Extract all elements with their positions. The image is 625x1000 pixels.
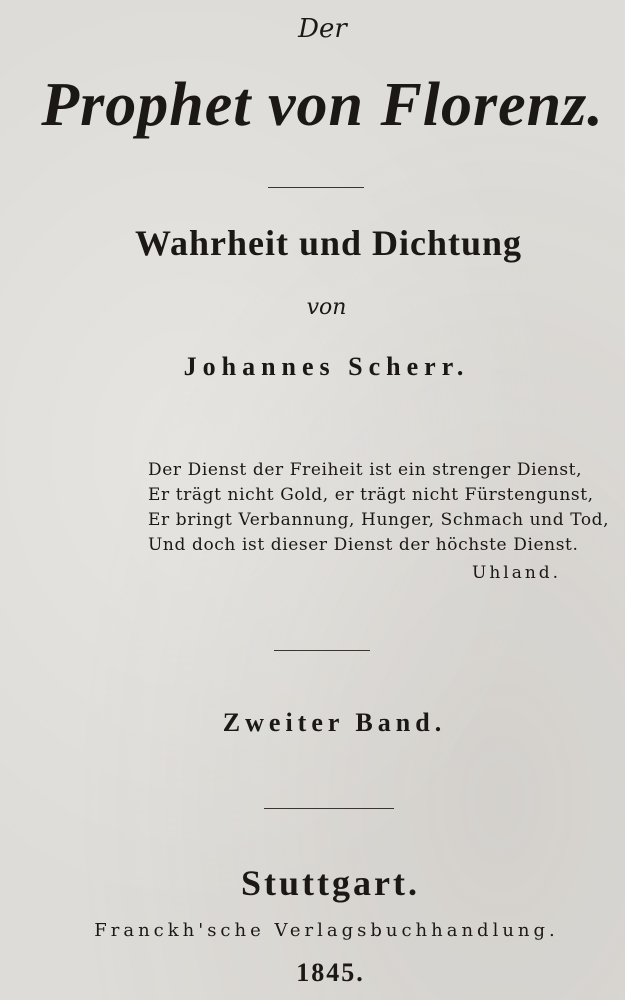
publication-year: 1845. bbox=[296, 958, 365, 987]
publication-place: Stuttgart. bbox=[241, 863, 420, 903]
epigraph-attribution: Uhland. bbox=[472, 563, 562, 583]
book-subtitle: Wahrheit und Dichtung bbox=[134, 223, 523, 263]
publisher-name: Franckh'sche Verlagsbuchhandlung. bbox=[94, 920, 559, 941]
epigraph bbox=[148, 458, 609, 558]
epigraph-line: Er trägt nicht Gold, er trägt nicht Fürstengunst, bbox=[148, 485, 594, 505]
divider-rule bbox=[264, 808, 394, 809]
epigraph-line: Der Dienst der Freiheit ist ein strenger Dienst, bbox=[148, 460, 583, 480]
epigraph-line: Er bringt Verbannung, Hunger, Schmach und Tod, bbox=[148, 510, 610, 530]
volume-label: Zweiter Band. bbox=[222, 708, 447, 737]
epigraph-line: Und doch ist dieser Dienst der höchste Dienst. bbox=[148, 535, 579, 555]
by-label: von bbox=[306, 295, 347, 320]
divider-rule bbox=[274, 650, 370, 651]
author-name: Johannes Scherr. bbox=[183, 352, 470, 381]
title-article: Der bbox=[298, 14, 347, 44]
divider-rule bbox=[268, 187, 364, 188]
book-title: Prophet von Florenz. bbox=[41, 71, 604, 139]
